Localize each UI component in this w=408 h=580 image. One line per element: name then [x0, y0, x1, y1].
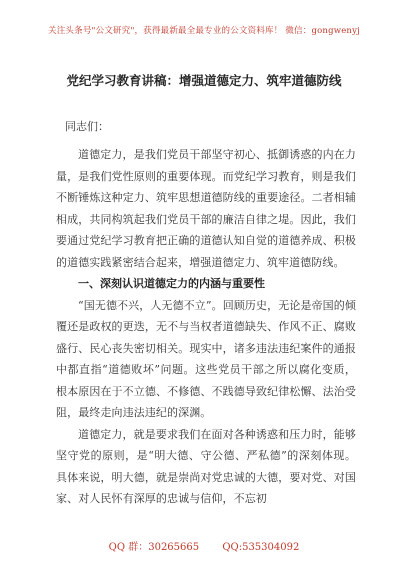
document-body	[56, 118, 356, 510]
paragraph: 道德定力，是我们党员干部坚守初心、抵御诱惑的内在力量，是我们党性原则的重要体现。而党纪学习教育，则是我们不断锤炼这种定力、筑牢思想道德防线的重要途径。二者相辅相成，共同构筑起我们党员干部的廉洁自律之堤。因此，我们要通过党纪学习教育把正确的道德认知自觉的道德养成、积极的道德实践紧密结合起来，增强道德定力、筑牢道德防线。	[56, 148, 356, 269]
document-title: 党纪学习教育讲稿：增强道德定力、筑牢道德防线	[66, 73, 342, 88]
footer	[0, 538, 408, 553]
paragraph: 道德定力，就是要求我们在面对各种诱惑和压力时，能够坚守党的原则，是“明大德、守公德、严私德”的深刻体现。具体来说，明大德，就是崇尚对党忠诚的大德，要对党、对国家、对人民怀有深厚的忠诚与信仰，不忘初	[56, 427, 356, 505]
salutation: 同志们：	[65, 120, 109, 133]
section-heading: 一、深刻认识道德定力的内涵与重要性	[78, 277, 265, 290]
paragraph: “国无德不兴，人无德不立”。回顾历史，无论是帝国的倾覆还是政权的更迭，无不与当权者道德缺失、作风不正、腐败盛行、民心丧失密切相关。现实中，诸多违法违纪案件的通报中都直指“道德败坏”问题。这些党员干部之所以腐化变质，根本原因在于不立德、不修德、不践德导致纪律松懈、法治受阻，最终走向违法违纪的深渊。	[56, 298, 356, 419]
header-banner: 关注头条号"公文研究"，获得最新最全最专业的公文资料库！ 微信：gongwenyj	[48, 26, 360, 36]
footer-qq-group: QQ 群：30265665	[108, 542, 200, 553]
footer-qq: QQ:535304092	[222, 542, 300, 553]
